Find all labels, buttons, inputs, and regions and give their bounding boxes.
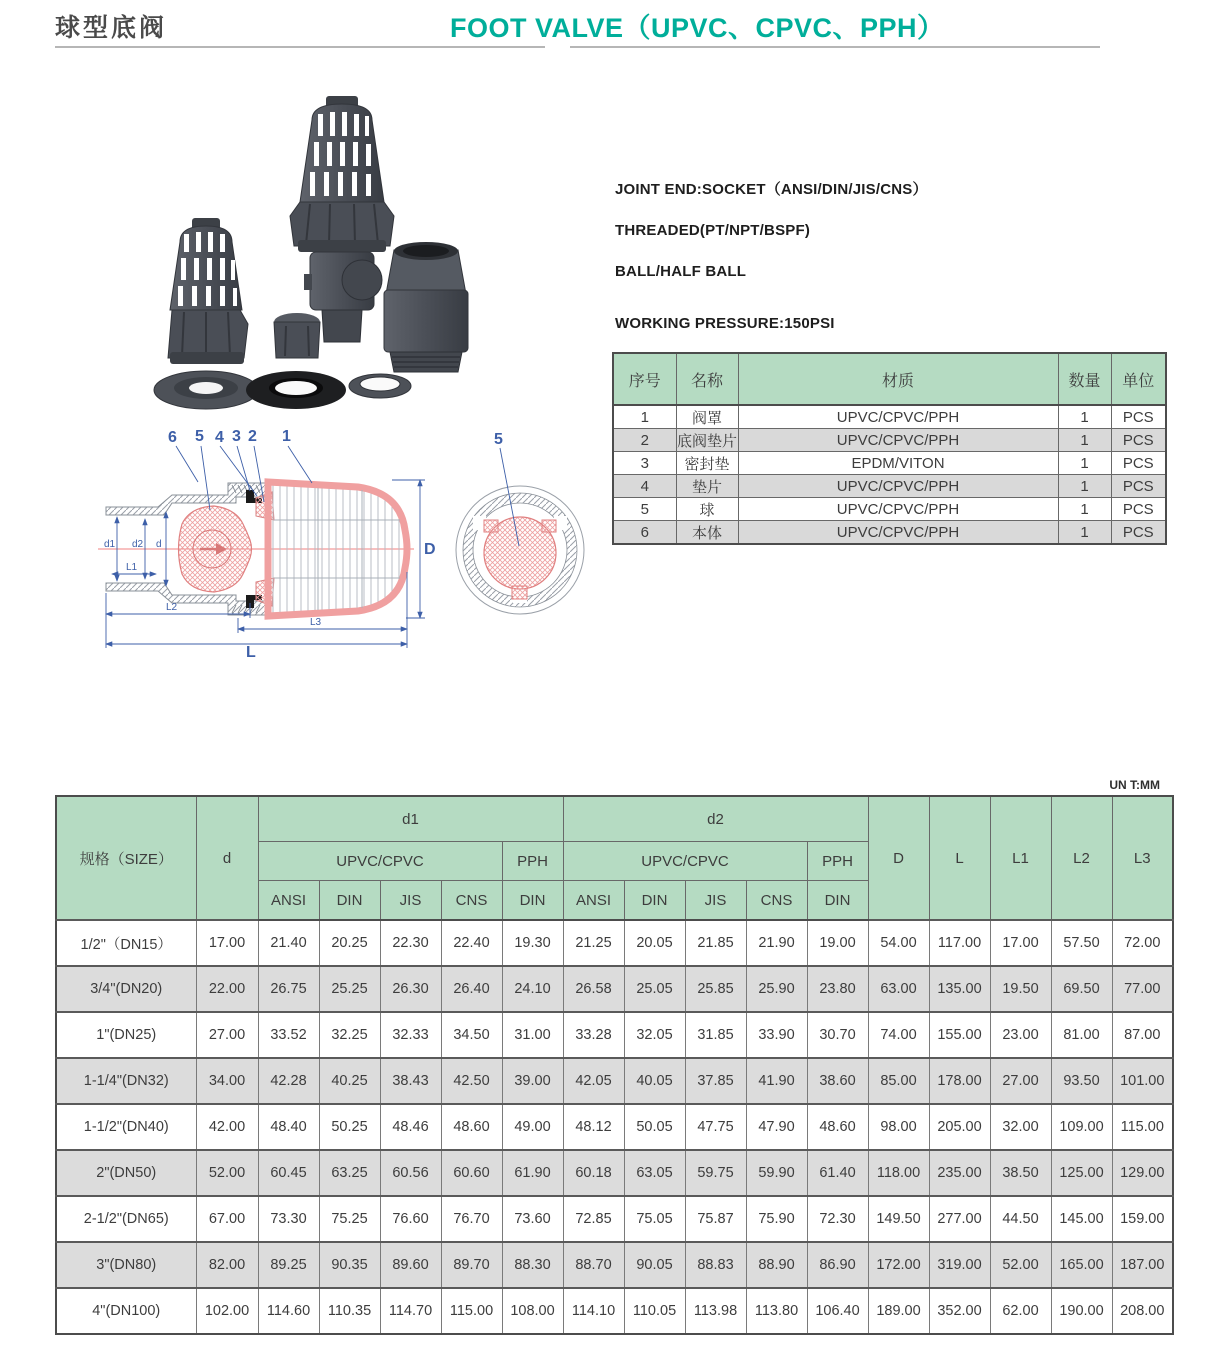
- dim-row: [56, 1012, 1173, 1058]
- dim-cell: 27.00: [196, 1012, 258, 1058]
- parts-row: [613, 452, 1166, 475]
- dim-cell: 19.50: [990, 966, 1051, 1012]
- cap-part: [274, 313, 320, 358]
- col-header-std: ANSI: [563, 881, 624, 921]
- dim-cell: 155.00: [929, 1012, 990, 1058]
- dim-cell: 149.50: [868, 1196, 929, 1242]
- dim-cell: 69.50: [1051, 966, 1112, 1012]
- dim-cell: 101.00: [1112, 1058, 1173, 1104]
- col-header-std: DIN: [502, 881, 563, 921]
- dim-cell: 17.00: [990, 920, 1051, 966]
- size-cell: 1-1/4"(DN32): [56, 1058, 196, 1104]
- part-name: 球: [676, 498, 738, 521]
- dim-cell: 57.50: [1051, 920, 1112, 966]
- dim-cell: 21.90: [746, 920, 807, 966]
- col-header-L1: L1: [990, 796, 1051, 920]
- col-header-mat1-pph: PPH: [502, 842, 563, 881]
- dim-cell: 178.00: [929, 1058, 990, 1104]
- part-name: 底阀垫片: [676, 429, 738, 452]
- dim-cell: 75.25: [319, 1196, 380, 1242]
- col-header-std: JIS: [380, 881, 441, 921]
- dim-cell: 50.25: [319, 1104, 380, 1150]
- dim-cell: 48.40: [258, 1104, 319, 1150]
- dim-cell: 33.90: [746, 1012, 807, 1058]
- dim-cell: 115.00: [441, 1288, 502, 1334]
- dim-cell: 32.00: [990, 1104, 1051, 1150]
- dim-cell: 38.43: [380, 1058, 441, 1104]
- dim-cell: 75.05: [624, 1196, 685, 1242]
- dim-label-d1: d1: [104, 539, 116, 550]
- dim-cell: 73.60: [502, 1196, 563, 1242]
- dim-cell: 27.00: [990, 1058, 1051, 1104]
- part-qty: 1: [1058, 452, 1111, 475]
- col-header-std: CNS: [441, 881, 502, 921]
- dimension-table: [55, 795, 1174, 1335]
- dim-cell: 67.00: [196, 1196, 258, 1242]
- dim-cell: 17.00: [196, 920, 258, 966]
- dim-cell: 41.90: [746, 1058, 807, 1104]
- dim-cell: 60.45: [258, 1150, 319, 1196]
- dim-cell: 115.00: [1112, 1104, 1173, 1150]
- callout-4: 4: [215, 429, 224, 446]
- dim-cell: 135.00: [929, 966, 990, 1012]
- parts-row: [613, 405, 1166, 429]
- dim-cell: 26.58: [563, 966, 624, 1012]
- dim-cell: 75.87: [685, 1196, 746, 1242]
- dim-cell: 48.46: [380, 1104, 441, 1150]
- dim-cell: 76.70: [441, 1196, 502, 1242]
- part-qty: 1: [1058, 498, 1111, 521]
- part-material: UPVC/CPVC/PPH: [738, 429, 1058, 452]
- title-underline-right: [570, 46, 1100, 48]
- col-header-L: L: [929, 796, 990, 920]
- dim-cell: 19.00: [807, 920, 868, 966]
- dim-cell: 88.30: [502, 1242, 563, 1288]
- dim-cell: 63.00: [868, 966, 929, 1012]
- dim-cell: 50.05: [624, 1104, 685, 1150]
- part-unit: PCS: [1111, 521, 1166, 545]
- part-index: 4: [613, 475, 676, 498]
- dim-cell: 187.00: [1112, 1242, 1173, 1288]
- dim-cell: 82.00: [196, 1242, 258, 1288]
- dim-cell: 113.80: [746, 1288, 807, 1334]
- dim-cell: 31.85: [685, 1012, 746, 1058]
- dim-cell: 38.60: [807, 1058, 868, 1104]
- dim-cell: 33.52: [258, 1012, 319, 1058]
- dim-cell: 42.50: [441, 1058, 502, 1104]
- col-header-std: CNS: [746, 881, 807, 921]
- dim-cell: 159.00: [1112, 1196, 1173, 1242]
- part-material: UPVC/CPVC/PPH: [738, 521, 1058, 545]
- dim-row: [56, 1242, 1173, 1288]
- part-qty: 1: [1058, 405, 1111, 429]
- dim-cell: 81.00: [1051, 1012, 1112, 1058]
- dim-cell: 235.00: [929, 1150, 990, 1196]
- dim-cell: 48.12: [563, 1104, 624, 1150]
- dim-cell: 20.25: [319, 920, 380, 966]
- dim-cell: 32.25: [319, 1012, 380, 1058]
- dim-cell: 26.75: [258, 966, 319, 1012]
- dim-cell: 125.00: [1051, 1150, 1112, 1196]
- dim-cell: 74.00: [868, 1012, 929, 1058]
- part-unit: PCS: [1111, 452, 1166, 475]
- dim-cell: 23.80: [807, 966, 868, 1012]
- dim-cell: 114.70: [380, 1288, 441, 1334]
- size-cell: 4"(DN100): [56, 1288, 196, 1334]
- product-photo: [60, 80, 600, 420]
- dim-cell: 109.00: [1051, 1104, 1112, 1150]
- spec-working-pressure: WORKING PRESSURE:150PSI: [615, 315, 835, 332]
- dim-cell: 59.90: [746, 1150, 807, 1196]
- size-cell: 1/2"（DN15）: [56, 920, 196, 966]
- size-cell: 1"(DN25): [56, 1012, 196, 1058]
- parts-row: [613, 475, 1166, 498]
- part-material: UPVC/CPVC/PPH: [738, 498, 1058, 521]
- dim-cell: 108.00: [502, 1288, 563, 1334]
- dim-cell: 117.00: [929, 920, 990, 966]
- dim-cell: 19.30: [502, 920, 563, 966]
- dim-cell: 85.00: [868, 1058, 929, 1104]
- seal-ring: [349, 374, 411, 398]
- col-header-std: DIN: [807, 881, 868, 921]
- part-material: EPDM/VITON: [738, 452, 1058, 475]
- dim-cell: 88.83: [685, 1242, 746, 1288]
- cross-section-view: [98, 428, 436, 661]
- col-header-material: 材质: [738, 353, 1058, 405]
- dim-label-d: d: [156, 539, 162, 550]
- col-header-D: D: [868, 796, 929, 920]
- dim-cell: 40.05: [624, 1058, 685, 1104]
- dim-cell: 72.85: [563, 1196, 624, 1242]
- dim-cell: 87.00: [1112, 1012, 1173, 1058]
- col-header-L3: L3: [1112, 796, 1173, 920]
- title-underline-left: [55, 46, 545, 48]
- part-name: 垫片: [676, 475, 738, 498]
- dim-cell: 86.90: [807, 1242, 868, 1288]
- part-name: 密封垫: [676, 452, 738, 475]
- size-cell: 3"(DN80): [56, 1242, 196, 1288]
- spec-ball: BALL/HALF BALL: [615, 263, 747, 280]
- dim-row: [56, 1288, 1173, 1334]
- col-header-mat1: UPVC/CPVC: [258, 842, 502, 881]
- end-view: [456, 431, 584, 614]
- dim-cell: 32.05: [624, 1012, 685, 1058]
- dim-cell: 25.85: [685, 966, 746, 1012]
- callout-6: 6: [168, 429, 177, 446]
- dim-cell: 76.60: [380, 1196, 441, 1242]
- part-unit: PCS: [1111, 405, 1166, 429]
- dim-cell: 77.00: [1112, 966, 1173, 1012]
- part-index: 5: [613, 498, 676, 521]
- dim-label-L: L: [246, 644, 256, 661]
- dim-cell: 89.25: [258, 1242, 319, 1288]
- dim-cell: 38.50: [990, 1150, 1051, 1196]
- dim-cell: 113.98: [685, 1288, 746, 1334]
- page-title-en: FOOT VALVE（UPVC、CPVC、PPH）: [450, 13, 945, 43]
- dim-cell: 20.05: [624, 920, 685, 966]
- part-index: 3: [613, 452, 676, 475]
- part-index: 1: [613, 405, 676, 429]
- callout-2: 2: [248, 428, 257, 445]
- dim-cell: 49.00: [502, 1104, 563, 1150]
- dim-cell: 114.10: [563, 1288, 624, 1334]
- part-index: 2: [613, 429, 676, 452]
- dim-label-L1: L1: [126, 562, 138, 573]
- dim-cell: 72.30: [807, 1196, 868, 1242]
- parts-row: [613, 521, 1166, 545]
- col-header-L2: L2: [1051, 796, 1112, 920]
- dim-cell: 34.00: [196, 1058, 258, 1104]
- dim-cell: 60.18: [563, 1150, 624, 1196]
- col-header-std: ANSI: [258, 881, 319, 921]
- end-view-callout-5: 5: [494, 431, 503, 448]
- dim-cell: 24.10: [502, 966, 563, 1012]
- dim-label-L2: L2: [166, 602, 178, 613]
- gasket-ring: [154, 371, 258, 409]
- dim-cell: 33.28: [563, 1012, 624, 1058]
- dim-cell: 118.00: [868, 1150, 929, 1196]
- part-qty: 1: [1058, 521, 1111, 545]
- dim-cell: 90.05: [624, 1242, 685, 1288]
- dim-label-D: D: [424, 541, 436, 558]
- dim-cell: 42.28: [258, 1058, 319, 1104]
- callout-5: 5: [195, 428, 204, 445]
- dim-cell: 145.00: [1051, 1196, 1112, 1242]
- part-name: 本体: [676, 521, 738, 545]
- col-header-std: DIN: [624, 881, 685, 921]
- part-qty: 1: [1058, 429, 1111, 452]
- part-unit: PCS: [1111, 498, 1166, 521]
- dim-cell: 62.00: [990, 1288, 1051, 1334]
- callout-3: 3: [232, 428, 241, 445]
- parts-table: [612, 352, 1167, 545]
- parts-row: [613, 498, 1166, 521]
- dim-cell: 72.00: [1112, 920, 1173, 966]
- dim-row: [56, 1104, 1173, 1150]
- dim-cell: 30.70: [807, 1012, 868, 1058]
- dim-cell: 106.40: [807, 1288, 868, 1334]
- spec-joint-end: JOINT END:SOCKET（ANSI/DIN/JIS/CNS）: [615, 181, 928, 198]
- size-cell: 1-1/2"(DN40): [56, 1104, 196, 1150]
- dim-header-row-1: [56, 796, 1173, 842]
- parts-row: [613, 429, 1166, 452]
- dim-cell: 25.05: [624, 966, 685, 1012]
- assembled-foot-valve: [290, 96, 394, 342]
- dim-cell: 165.00: [1051, 1242, 1112, 1288]
- dim-cell: 102.00: [196, 1288, 258, 1334]
- strainer-cage-part: [168, 218, 248, 364]
- col-header-std: JIS: [685, 881, 746, 921]
- dim-row: [56, 920, 1173, 966]
- dim-cell: 61.40: [807, 1150, 868, 1196]
- dim-cell: 114.60: [258, 1288, 319, 1334]
- dim-cell: 88.90: [746, 1242, 807, 1288]
- dim-cell: 21.40: [258, 920, 319, 966]
- col-header-name: 名称: [676, 353, 738, 405]
- dim-cell: 110.05: [624, 1288, 685, 1334]
- dim-cell: 22.00: [196, 966, 258, 1012]
- dim-cell: 319.00: [929, 1242, 990, 1288]
- dim-cell: 172.00: [868, 1242, 929, 1288]
- part-material: UPVC/CPVC/PPH: [738, 405, 1058, 429]
- dim-cell: 32.33: [380, 1012, 441, 1058]
- part-unit: PCS: [1111, 475, 1166, 498]
- col-header-d: d: [196, 796, 258, 920]
- part-qty: 1: [1058, 475, 1111, 498]
- dim-cell: 88.70: [563, 1242, 624, 1288]
- dim-cell: 47.75: [685, 1104, 746, 1150]
- dim-cell: 189.00: [868, 1288, 929, 1334]
- col-header-size: 规格（SIZE）: [56, 796, 196, 920]
- dim-cell: 110.35: [319, 1288, 380, 1334]
- dim-cell: 42.00: [196, 1104, 258, 1150]
- dim-cell: 352.00: [929, 1288, 990, 1334]
- dim-cell: 208.00: [1112, 1288, 1173, 1334]
- col-header-std: DIN: [319, 881, 380, 921]
- dim-cell: 44.50: [990, 1196, 1051, 1242]
- dim-label-d2: d2: [132, 539, 144, 550]
- spec-threaded: THREADED(PT/NPT/BSPF): [615, 222, 811, 239]
- dim-label-L3: L3: [310, 617, 322, 628]
- col-header-index: 序号: [613, 353, 676, 405]
- part-unit: PCS: [1111, 429, 1166, 452]
- dim-cell: 31.00: [502, 1012, 563, 1058]
- col-header-d1: d1: [258, 796, 563, 842]
- dim-cell: 98.00: [868, 1104, 929, 1150]
- dim-cell: 42.05: [563, 1058, 624, 1104]
- dim-cell: 63.25: [319, 1150, 380, 1196]
- callout-1: 1: [282, 428, 291, 445]
- dim-cell: 89.60: [380, 1242, 441, 1288]
- unit-note: UN T:MM: [1109, 778, 1160, 792]
- dim-cell: 21.85: [685, 920, 746, 966]
- dim-cell: 26.40: [441, 966, 502, 1012]
- dim-cell: 60.56: [380, 1150, 441, 1196]
- dim-cell: 190.00: [1051, 1288, 1112, 1334]
- dim-cell: 52.00: [990, 1242, 1051, 1288]
- socket-adapter-part: [384, 242, 468, 372]
- dim-cell: 48.60: [807, 1104, 868, 1150]
- part-index: 6: [613, 521, 676, 545]
- dim-cell: 21.25: [563, 920, 624, 966]
- dim-cell: 25.90: [746, 966, 807, 1012]
- dim-cell: 277.00: [929, 1196, 990, 1242]
- col-header-d2: d2: [563, 796, 868, 842]
- col-header-qty: 数量: [1058, 353, 1111, 405]
- technical-drawing: [60, 420, 600, 670]
- part-name: 阀罩: [676, 405, 738, 429]
- page-title-cn: 球型底阀: [55, 14, 168, 42]
- dim-cell: 52.00: [196, 1150, 258, 1196]
- dim-cell: 26.30: [380, 966, 441, 1012]
- dim-cell: 59.75: [685, 1150, 746, 1196]
- dim-cell: 34.50: [441, 1012, 502, 1058]
- parts-header-row: [613, 353, 1166, 405]
- dim-cell: 23.00: [990, 1012, 1051, 1058]
- dim-cell: 90.35: [319, 1242, 380, 1288]
- dim-cell: 61.90: [502, 1150, 563, 1196]
- dim-row: [56, 1058, 1173, 1104]
- part-material: UPVC/CPVC/PPH: [738, 475, 1058, 498]
- dim-cell: 22.40: [441, 920, 502, 966]
- dim-cell: 73.30: [258, 1196, 319, 1242]
- dim-cell: 93.50: [1051, 1058, 1112, 1104]
- dim-row: [56, 966, 1173, 1012]
- dim-cell: 205.00: [929, 1104, 990, 1150]
- dim-cell: 25.25: [319, 966, 380, 1012]
- dim-cell: 75.90: [746, 1196, 807, 1242]
- dim-cell: 54.00: [868, 920, 929, 966]
- size-cell: 3/4"(DN20): [56, 966, 196, 1012]
- dim-cell: 39.00: [502, 1058, 563, 1104]
- dim-cell: 60.60: [441, 1150, 502, 1196]
- dim-cell: 63.05: [624, 1150, 685, 1196]
- dim-cell: 129.00: [1112, 1150, 1173, 1196]
- col-header-mat2: UPVC/CPVC: [563, 842, 807, 881]
- dim-cell: 22.30: [380, 920, 441, 966]
- col-header-unit: 单位: [1111, 353, 1166, 405]
- dim-cell: 48.60: [441, 1104, 502, 1150]
- dim-cell: 47.90: [746, 1104, 807, 1150]
- dim-row: [56, 1196, 1173, 1242]
- rubber-seal-ring: [246, 371, 346, 409]
- size-cell: 2-1/2"(DN65): [56, 1196, 196, 1242]
- dim-cell: 37.85: [685, 1058, 746, 1104]
- dim-row: [56, 1150, 1173, 1196]
- size-cell: 2"(DN50): [56, 1150, 196, 1196]
- col-header-mat2-pph: PPH: [807, 842, 868, 881]
- dim-cell: 89.70: [441, 1242, 502, 1288]
- dim-cell: 40.25: [319, 1058, 380, 1104]
